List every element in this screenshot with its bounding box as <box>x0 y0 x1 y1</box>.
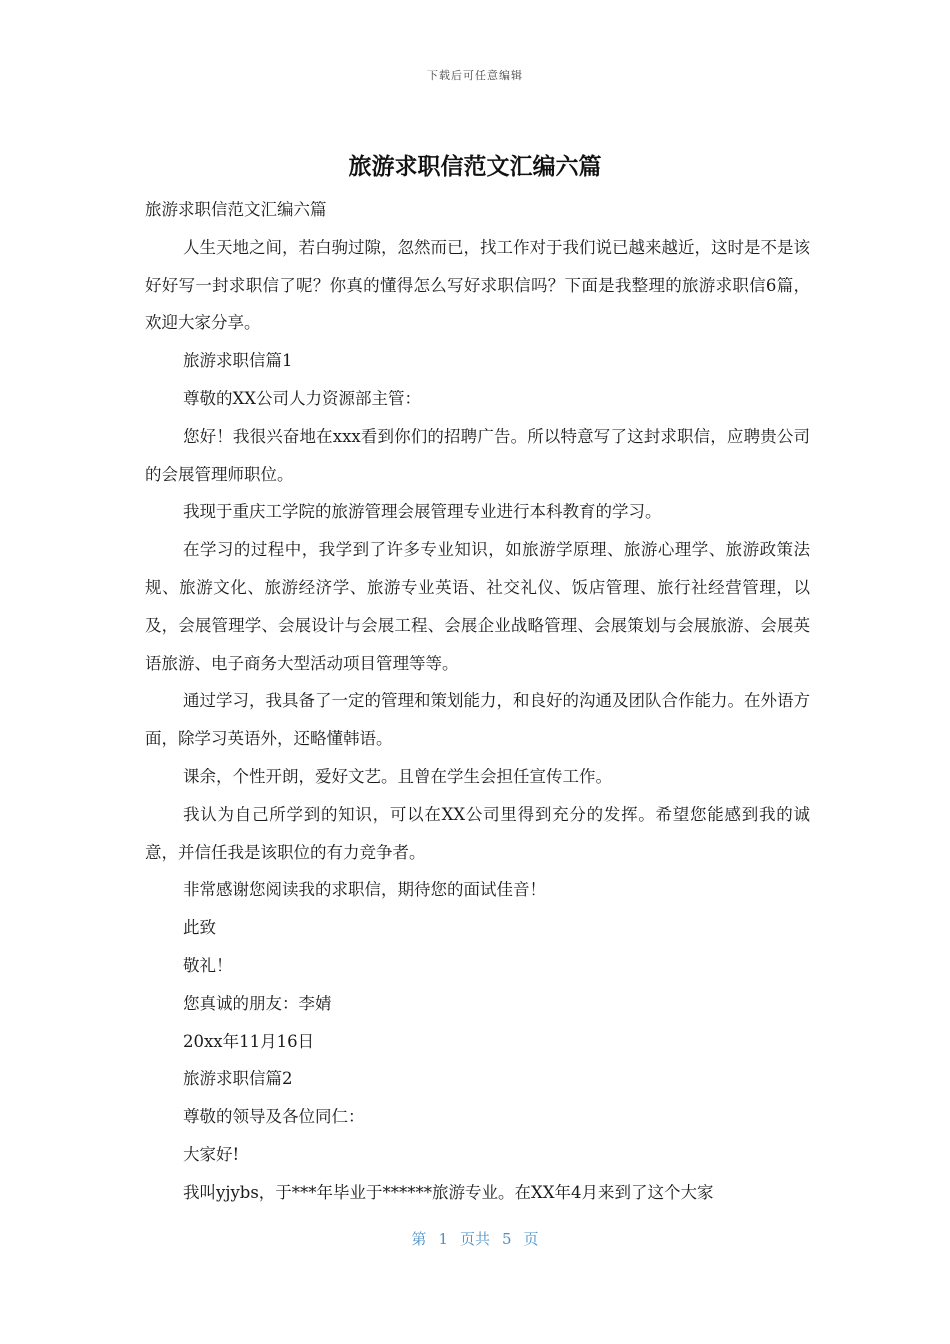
paragraph: 尊敬的XX公司人力资源部主管： <box>183 388 421 408</box>
footer-end-label: 页 <box>523 1230 539 1248</box>
footer-page-label: 第 <box>411 1230 427 1248</box>
paragraph: 人生天地之间，若白驹过隙，忽然而已，找工作对于我们说已越来越近，这时是不是该好好写一封求职信了呢？你真的懂得怎么写好求职信吗？下面是我整理的旅游求职信6篇，欢迎大家分享。 <box>145 237 810 333</box>
paragraph: 通过学习，我具备了一定的管理和策划能力，和良好的沟通及团队合作能力。在外语方面，除学习英语外，还略懂韩语。 <box>145 691 810 749</box>
document-title: 旅游求职信范文汇编六篇 <box>348 154 602 180</box>
paragraph: 敬礼！ <box>183 955 233 975</box>
paragraph: 旅游求职信范文汇编六篇 <box>145 200 327 219</box>
footer-total-pages: 5 <box>502 1230 512 1248</box>
paragraph: 尊敬的领导及各位同仁： <box>183 1107 365 1127</box>
document-body <box>145 191 810 1212</box>
paragraph: 在学习的过程中，我学到了许多专业知识，如旅游学原理、旅游心理学、旅游政策法规、旅游文化、旅游经济学、旅游专业英语、社交礼仪、饭店管理、旅行社经营管理，以及，会展管理学、会展设计与会展工程、会展企业战略管理、会展策划与会展旅游、会展英语旅游、电子商务大型活动项目管理等等。 <box>145 540 810 673</box>
paragraph: 我现于重庆工学院的旅游管理会展管理专业进行本科教育的学习。 <box>183 502 662 522</box>
paragraph: 此致 <box>183 918 216 938</box>
paragraph: 非常感谢您阅读我的求职信，期待您的面试佳音！ <box>183 880 546 900</box>
paragraph: 您真诚的朋友：李婧 <box>183 993 332 1013</box>
paragraph: 您好！我很兴奋地在xxx看到你们的招聘广告。所以特意写了这封求职信，应聘贵公司的会展管理师职位。 <box>145 426 810 484</box>
paragraph: 旅游求职信篇2 <box>183 1069 293 1089</box>
paragraph: 我认为自己所学到的知识，可以在XX公司里得到充分的发挥。希望您能感到我的诚意，并信任我是该职位的有力竞争者。 <box>145 804 810 862</box>
footer-current-page: 1 <box>438 1230 448 1248</box>
footer-of-label: 页共 <box>459 1230 490 1248</box>
paragraph: 我叫yjybs，于***年毕业于******旅游专业。在XX年4月来到了这个大家 <box>183 1182 714 1202</box>
page-footer <box>0 1228 950 1249</box>
header-note: 下载后可任意编辑 <box>427 69 523 82</box>
paragraph: 课余，个性开朗，爱好文艺。且曾在学生会担任宣传工作。 <box>183 766 612 786</box>
paragraph: 大家好! <box>183 1144 240 1164</box>
paragraph: 20xx年11月16日 <box>183 1031 315 1051</box>
paragraph: 旅游求职信篇1 <box>183 351 293 371</box>
